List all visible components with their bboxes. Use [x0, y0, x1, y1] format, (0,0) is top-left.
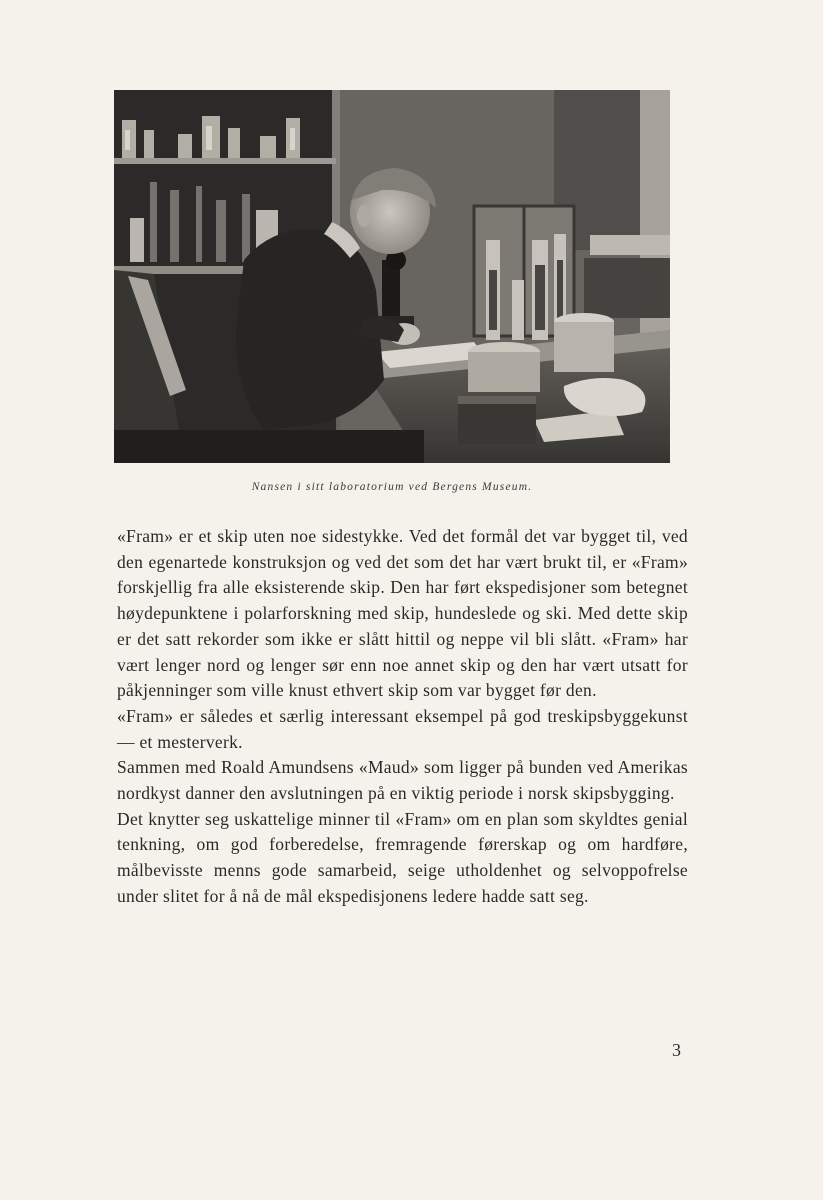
body-text — [117, 524, 688, 910]
photograph-nansen-laboratory-icon — [114, 90, 670, 463]
paragraph-1: «Fram» er et skip uten noe sidestykke. Ved det formål det var bygget til, ved den egenartede konstruksjon og ved det som det har vært brukt til, er «Fram» forskjellig fra alle eksisterende skip. Den har ført ekspedisjoner som betegnet høydepunktene i polarforskning med skip, hundeslede og ski. Med dette skip er det satt rekorder som ikke er slått hittil og neppe vil bli slått. «Fram» har vært lenger nord og lenger sør enn noe annet skip og den har vært utsatt for påkjenninger som ville knust ethvert skip som var bygget før den. — [117, 526, 688, 701]
paragraph-3: Sammen med Roald Amundsens «Maud» som ligger på bunden ved Amerikas nordkyst danner den avslutningen på en viktig periode i norsk skipsbygging. — [117, 757, 688, 804]
photo-caption: Nansen i sitt laboratorium ved Bergens Museum. — [251, 481, 533, 493]
page-number: 3 — [672, 1040, 681, 1060]
paragraph-4: Det knytter seg uskattelige minner til «Fram» om en plan som skyldtes genial tenkning, om god forberedelse, fremragende førerskap og om hardføre, målbevisste menns gode samarbeid, seige utholdenhet og selvoppofrelse under slitet for å nå de mål ekspedisjonens ledere hadde satt seg. — [117, 808, 688, 906]
laboratory-photograph — [114, 90, 670, 463]
paragraph-2: «Fram» er således et særlig interessant eksempel på god treskipsbyggekunst — et mesterverk. — [117, 705, 688, 752]
